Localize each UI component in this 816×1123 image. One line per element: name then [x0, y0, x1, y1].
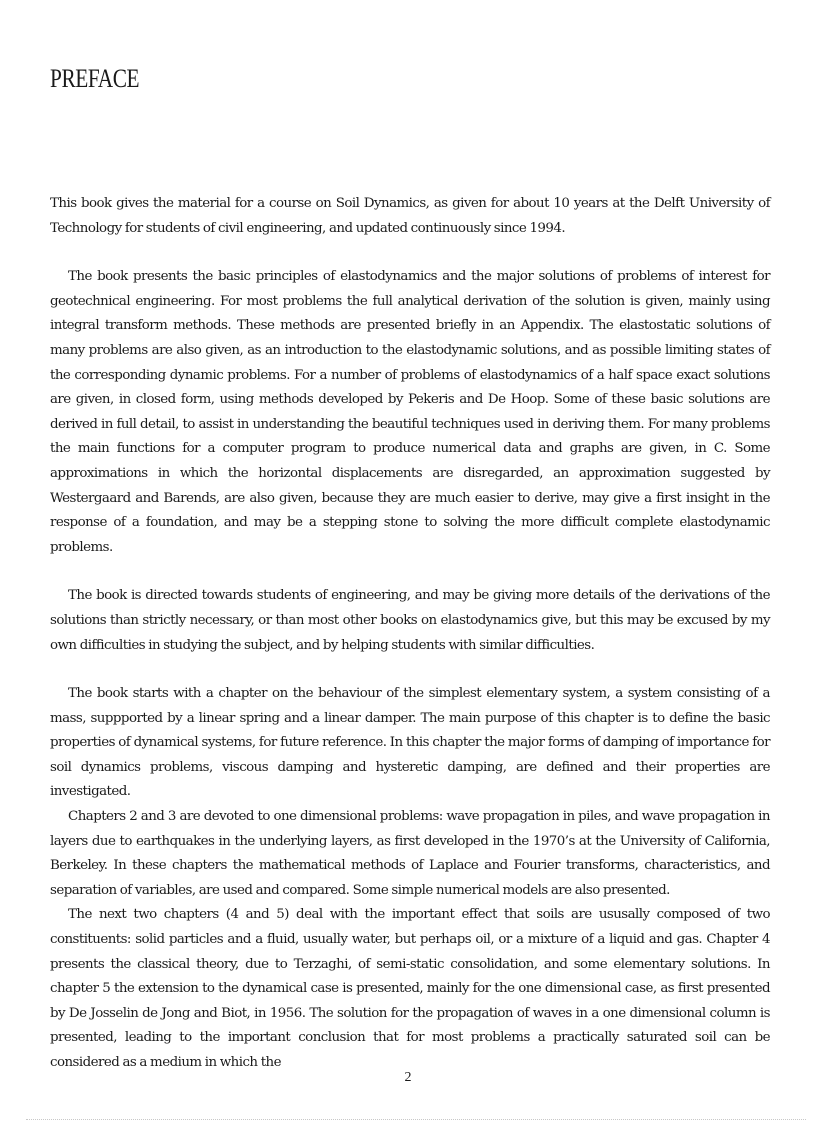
body-text	[50, 192, 770, 1076]
page-divider	[26, 1119, 806, 1120]
page-number: 2	[404, 1070, 412, 1085]
paragraph: Chapters 2 and 3 are devoted to one dimensional problems: wave propagation in piles, and wave propagation in layers due to earthquakes in the underlying layers, as first developed in the 1970’s at the University of California, Berkeley. In these chapters the mathematical methods of Laplace and Fourier transforms, characteristics, and separation of variables, are used and compared. Some simple numerical models are also presented.	[50, 809, 770, 898]
paragraph: The book starts with a chapter on the behaviour of the simplest elementary system, a system consisting of a mass, suppported by a linear spring and a linear damper. The main purpose of this chapter is to define the basic properties of dynamical systems, for future reference. In this chapter the major forms of damping of importance for soil dynamics problems, viscous damping and hysteretic damping, are defined and their properties are investigated.	[50, 686, 770, 800]
paragraph: The next two chapters (4 and 5) deal with the important effect that soils are ususally composed of two constituents: solid particles and a fluid, usually water, but perhaps oil, or a mixture of a liquid and gas. Chapter 4 presents the classical theory, due to Terzaghi, of semi-static consolidation, and some elementary solutions. In chapter 5 the extension to the dynamical case is presented, mainly for the one dimensional case, as first presented by De Josselin de Jong and Biot, in 1956. The solution for the propagation of waves in a one dimensional column is presented, leading to the important conclusion that for most problems a practically saturated soil can be considered as a medium in which the	[50, 907, 770, 1070]
paragraph: The book presents the basic principles of elastodynamics and the major solutions of problems of interest for geotechnical engineering. For most problems the full analytical derivation of the solution is given, mainly using integral transform methods. These methods are presented briefly in an Appendix. The elastostatic solutions of many problems are also given, as an introduction to the elastodynamic solutions, and as possible limiting states of the corresponding dynamic problems. For a number of problems of elastodynamics of a half space exact solutions are given, in closed form, using methods developed by Pekeris and De Hoop. Some of these basic solutions are derived in full detail, to assist in understanding the beautiful techniques used in deriving them. For many problems the main functions for a computer program to produce numerical data and graphs are given, in C. Some approximations in which the horizontal displacements are disregarded, an approximation suggested by Westergaard and Barends, are also given, because they are much easier to derive, may give a first insight in the response of a foundation, and may be a stepping stone to solving the more difficult complete elastodynamic problems.	[50, 269, 770, 555]
paragraph: This book gives the material for a course on Soil Dynamics, as given for about 10 years at the Delft University of Technology for students of civil engineering, and updated continuously since 1994.	[50, 196, 770, 236]
page-title: PREFACE	[50, 64, 140, 93]
paragraph: The book is directed towards students of engineering, and may be giving more details of the derivations of the solutions than strictly necessary, or than most other books on elastodynamics give, but this may be excused by my own difficulties in studying the subject, and by helping students with similar difficulties.	[50, 588, 770, 653]
